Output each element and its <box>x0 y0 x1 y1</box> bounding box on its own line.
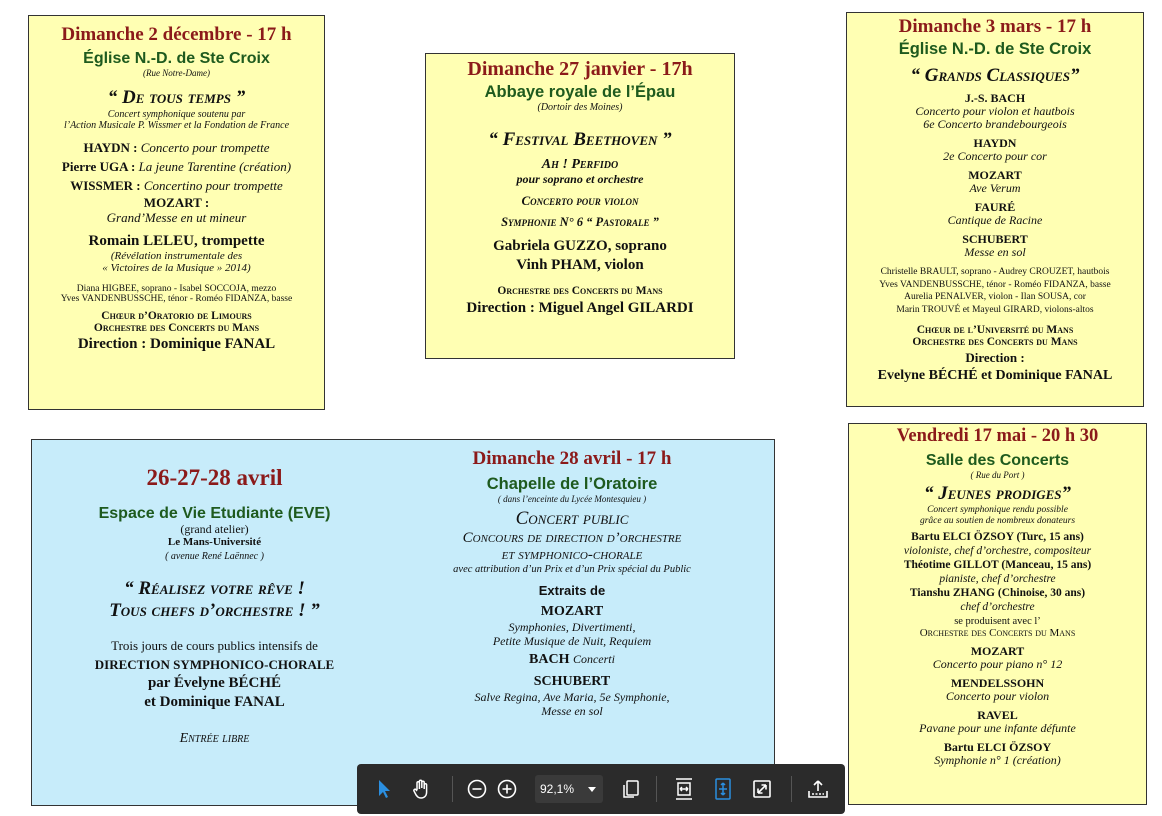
program-work: Concerto pour piano n° 12 <box>932 657 1063 671</box>
zoom-value: 92,1% <box>540 782 575 796</box>
concert-title: Concert public <box>515 508 629 529</box>
toolbar-divider <box>791 776 792 802</box>
program-composer: MOZART <box>540 604 604 619</box>
singers: Yves VANDENBUSSCHE, ténor - Roméo FIDANZA, basse <box>60 294 293 304</box>
toolbar-divider <box>656 776 657 802</box>
singers: Christelle BRAULT, soprano - Audrey CROUZET, hautbois <box>880 267 1110 277</box>
venue-note: (grand atelier) <box>180 522 249 536</box>
event-venue: Espace de Vie Etudiante (EVE) <box>98 505 331 522</box>
program-work: Symphonies, Divertimenti, <box>508 620 636 634</box>
program-composer: MENDELSSOHN <box>950 676 1045 690</box>
orchestra: Orchestre des Concerts du Mans <box>912 336 1078 348</box>
program-composer: FAURÉ <box>974 200 1016 214</box>
program-item: BACH Concerti <box>529 652 615 667</box>
program-work: 6e Concerto brandebourgeois <box>923 117 1067 131</box>
venue-address: (Rue Notre-Dame) <box>143 68 210 78</box>
event-title: “ Réalisez votre rêve ! <box>124 578 305 599</box>
artist-role: chef d’orchestre <box>960 601 1035 613</box>
concert-box-march <box>846 12 1144 407</box>
venue-address: ( avenue René Laënnec ) <box>165 551 264 562</box>
event-desc: par Évelyne BÉCHÉ <box>147 675 282 691</box>
concert-date: Dimanche 2 décembre - 17 h <box>61 24 292 45</box>
venue-address: ( Rue du Port ) <box>970 470 1025 480</box>
zoom-dropdown[interactable] <box>535 775 603 803</box>
event-title: Tous chefs d’orchestre ! ” <box>109 600 320 621</box>
program-work: Ah ! Perfido <box>541 157 619 172</box>
program-composer: MOZART <box>968 168 1022 182</box>
singers: Yves VANDENBUSSCHE, ténor - Roméo FIDANZA, basse <box>879 279 1111 290</box>
concert-subtitle: Concert symphonique rendu possible <box>927 505 1068 515</box>
event-desc: et Dominique FANAL <box>144 694 285 710</box>
program-composer: SCHUBERT <box>962 232 1028 246</box>
soloist: Vinh PHAM, violon <box>516 257 644 273</box>
fit-width-icon[interactable] <box>669 774 699 804</box>
chevron-down-icon <box>588 787 596 792</box>
zoom-out-icon[interactable] <box>462 774 492 804</box>
entry-note: Entrée libre <box>179 731 250 746</box>
page-view-icon[interactable] <box>616 774 646 804</box>
concert-title: et symphonico-chorale <box>501 547 643 563</box>
share-icon[interactable] <box>803 774 833 804</box>
program-item: HAYDN : Concerto pour trompette <box>83 140 270 155</box>
soloist-note: « Victoires de la Musique » 2014) <box>102 262 251 274</box>
with-orchestra: se produisent avec l’ <box>954 616 1041 627</box>
concert-title: Concours de direction d’orchestre <box>462 530 682 546</box>
singers: Marin TROUVÉ et Mayeul GIRARD, violons-altos <box>896 304 1094 315</box>
concert-venue: Abbaye royale de l’Épau <box>484 83 676 101</box>
concert-subtitle: grâce au soutien de nombreux donateurs <box>919 516 1076 526</box>
concert-box-may <box>848 423 1147 805</box>
program-composer: RAVEL <box>977 708 1018 722</box>
direction: Evelyne BÉCHÉ et Dominique FANAL <box>877 368 1113 383</box>
concert-box-april <box>31 439 775 806</box>
program-composer: MOZART : <box>143 195 210 210</box>
event-desc: DIRECTION SYMPHONICO-CHORALE <box>94 657 335 672</box>
april-right-column <box>397 440 747 718</box>
program-work: Pavane pour une infante défunte <box>919 721 1076 735</box>
concert-title: “ Festival Beethoven ” <box>488 129 672 150</box>
soloist-note: (Révélation instrumentale des <box>110 250 243 262</box>
soloist: Gabriela GUZZO, soprano <box>493 238 667 254</box>
program-composer: J.-S. BACH <box>964 91 1026 105</box>
soloist: Romain LELEU, trompette <box>88 233 265 249</box>
concert-venue: Église N.-D. de Ste Croix <box>898 40 1092 58</box>
program-work: Cantique de Racine <box>947 213 1043 227</box>
concert-date: Dimanche 28 avril - 17 h <box>472 448 672 469</box>
concert-subtitle: avec attribution d’un Prix et d’un Prix spécial du Public <box>453 564 691 575</box>
direction: Direction : Dominique FANAL <box>77 336 276 352</box>
program-work: Grand’Messe en ut mineur <box>106 210 247 225</box>
program-work: Concerto pour violon et hautbois <box>915 104 1075 118</box>
direction: Direction : Miguel Angel GILARDI <box>466 300 694 316</box>
event-date: 26-27-28 avril <box>146 465 283 490</box>
artist-role: pianiste, chef d’orchestre <box>939 573 1056 585</box>
concert-title: “ Jeunes prodiges” <box>923 483 1072 504</box>
toolbar-divider <box>452 776 453 802</box>
program-work: Petite Musique de Nuit, Requiem <box>492 634 652 648</box>
concert-title: “ De tous temps ” <box>107 87 246 108</box>
program-work: Ave Verum <box>969 181 1021 195</box>
concert-venue: Salle des Concerts <box>925 452 1070 469</box>
fit-page-icon[interactable] <box>708 774 738 804</box>
program-work: Salve Regina, Ave Maria, 5e Symphonie, <box>474 690 670 704</box>
program-item: WISSMER : Concertino pour trompette <box>70 178 283 193</box>
concert-title: “ Grands Classiques” <box>910 65 1080 86</box>
program-work: 2e Concerto pour cor <box>943 149 1047 163</box>
pointer-icon[interactable] <box>369 774 399 804</box>
concert-venue: Chapelle de l’Oratoire <box>486 475 658 493</box>
zoom-in-icon[interactable] <box>492 774 522 804</box>
artist: Théotime GILLOT (Manceau, 15 ans) <box>903 559 1092 571</box>
artist: Bartu ELCI ÖZSOY (Turc, 15 ans) <box>911 531 1084 543</box>
concert-date: Dimanche 27 janvier - 17h <box>467 58 693 80</box>
program-work-detail: pour soprano et orchestre <box>516 172 644 186</box>
venue-address: (Dortoir des Moines) <box>537 102 623 113</box>
program-work: Messe en sol <box>541 704 603 718</box>
hand-icon[interactable] <box>407 774 437 804</box>
choir: Chœur de l’Université du Mans <box>916 324 1074 336</box>
orchestra: Orchestre des Concerts du Mans <box>919 627 1076 639</box>
program-composer: HAYDN <box>973 136 1017 150</box>
concert-box-january <box>425 53 735 359</box>
concert-box-december <box>28 15 325 410</box>
singers: Diana HIGBEE, soprano - Isabel SOCCOJA, mezzo <box>76 284 277 294</box>
program-item: Pierre UGA : La jeune Tarentine (création) <box>61 159 292 174</box>
april-left-column <box>32 440 397 747</box>
fullscreen-icon[interactable] <box>747 774 777 804</box>
program-composer: SCHUBERT <box>533 674 611 689</box>
choir: Chœur d’Oratorio de Limours <box>101 310 252 322</box>
concert-subtitle: Concert symphonique soutenu par <box>107 109 246 120</box>
orchestra: Orchestre des Concerts du Mans <box>497 285 663 297</box>
venue-address: ( dans l’enceinte du Lycée Montesquieu ) <box>497 494 647 504</box>
concert-venue: Église N.-D. de Ste Croix <box>83 50 270 67</box>
concert-date: Dimanche 3 mars - 17 h <box>898 16 1092 37</box>
program-work: Messe en sol <box>964 245 1026 259</box>
program-work: Symphonie N° 6 “ Pastorale ” <box>501 215 659 229</box>
concert-subtitle: l’Action Musicale P. Wissmer et la Fondation de France <box>63 120 290 131</box>
extracts-label: Extraits de <box>538 583 606 598</box>
program-work: Concerto pour violon <box>945 689 1050 703</box>
program-composer: Bartu ELCI ÖZSOY <box>943 740 1052 754</box>
orchestra: Orchestre des Concerts du Mans <box>93 322 260 334</box>
program-work: Concerto pour violon <box>521 193 639 208</box>
event-desc: Trois jours de cours publics intensifs de <box>111 638 318 653</box>
singers: Aurelia PENALVER, violon - Ilan SOUSA, cor <box>904 292 1086 302</box>
artist-role: violoniste, chef d’orchestre, compositeur <box>903 545 1092 557</box>
program-composer: MOZART <box>970 644 1025 658</box>
artist: Tianshu ZHANG (Chinoise, 30 ans) <box>909 587 1086 599</box>
program-work: Symphonie n° 1 (création) <box>934 753 1061 767</box>
pdf-toolbar <box>357 764 845 814</box>
direction-label: Direction : <box>965 350 1025 365</box>
concert-date: Vendredi 17 mai - 20 h 30 <box>896 426 1099 446</box>
venue-note: Le Mans-Université <box>167 536 262 548</box>
